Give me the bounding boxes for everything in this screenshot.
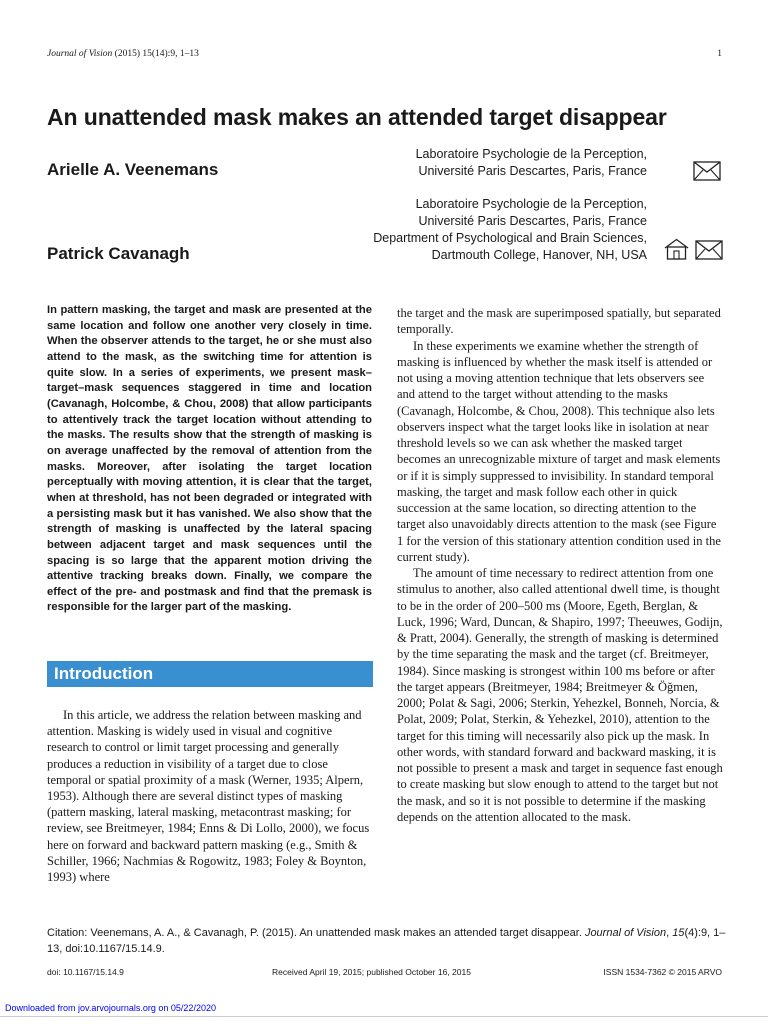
citation-journal: Journal of Vision [584, 927, 667, 939]
introduction-body [47, 707, 372, 885]
right-column [397, 305, 723, 825]
download-notice-text[interactable]: Downloaded from jov.arvojournals.org on 05/22/2020 [5, 1003, 216, 1013]
running-head [47, 49, 722, 63]
paragraph: The amount of time necessary to redirect attention from one stimulus to another, also called attentional dwell time, is thought to be in the order of 200–500 ms (Moore, Egeth, Berglan, & Luck, 1996; Ward, Duncan, & Shapiro, 1997; Theeuwes, Godijn, & Pratt, 2004). Generally, the strength of masking is determined by the time separating the mask and the target (cf. Breitmeyer, 1984). Since masking is strongest within 100 ms before or after the target appears (Breitmeyer, 1984; Breitmeyer & Öğmen, 2000; Polat & Sagi, 2006; Sterkin, Yehezkel, Bonneh, Norcia, & Polat, 2009; Polat, Sterkin, & Yehezkel, 2010), attention to the target for this timing will necessarily also pick up the mask. In other words, with standard forward and backward masking, it is not possible to present a mask and target in sequence fast enough to create masking but slow enough to attend to the target but not the mask, and so it is not possible to determine if the masking depends on the attention allocated to the mask. [397, 566, 723, 824]
article-title: An unattended mask makes an attended target disappear [47, 104, 667, 130]
journal-name: Journal of Vision [47, 49, 113, 59]
divider [0, 1016, 768, 1017]
footer-received: Received April 19, 2015; published October 16, 2015 [272, 967, 471, 977]
section-heading-introduction [47, 661, 373, 687]
paragraph-continuation: the target and the mask are superimposed spatially, but separated temporally. [397, 306, 721, 337]
email-icon[interactable] [695, 240, 723, 260]
footer-issn: ISSN 1534-7362 © 2015 ARVO [603, 967, 722, 977]
homepage-icon[interactable] [663, 238, 690, 260]
citation-volume: 15 [672, 927, 685, 939]
footer-doi: doi: 10.1167/15.14.9 [47, 967, 124, 977]
page-number: 1 [717, 49, 722, 59]
journal-volume: (2015) 15(14):9, 1–13 [112, 49, 199, 59]
section-heading-label: Introduction [54, 664, 154, 683]
citation-details: (4):9, 1–13, doi:10.1167/15.14.9. [47, 927, 726, 955]
email-icon[interactable] [693, 161, 721, 181]
author-affiliation [416, 146, 647, 180]
affiliation-line: Université Paris Descartes, Paris, France [418, 164, 647, 178]
paragraph: In this article, we address the relation between masking and attention. Masking is widely used in visual and cognitive research to control or limit target processing and generally produces a reduction in visibility of a target due to close temporal or spatial proximity of a mask (Werner, 1935; Alpern, 1953). Although there are several distinct types of masking (pattern masking, lateral masking, metacontrast masking; for review, see Breitmeyer, 1984; Enns & Di Lollo, 2000), we focus here on forward and backward pattern masking (e.g., Smith & Schiller, 1966; Nachmias & Rogowitz, 1983; Foley & Boynton, 1993) where [47, 708, 370, 885]
affiliation-line: Laboratoire Psychologie de la Perception, [415, 147, 647, 161]
affiliation-line: Laboratoire Psychologie de la Perception, [415, 197, 647, 211]
author-name: Arielle A. Veenemans [47, 160, 219, 179]
affiliation-line: Department of Psychological and Brain Sciences, [373, 231, 647, 245]
download-notice [0, 1003, 768, 1024]
abstract: In pattern masking, the target and mask are presented at the same location and follow one another very closely in time. When the observer attends to the target, he or she must also attend to the mask, as the switching time for attention is quite slow. In a series of experiments, we present mask–target–mask sequences staggered in time and location (Cavanagh, Holcombe, & Chou, 2008) that allow participants to attentively track the target location without attending to the masks. The results show that the strength of masking is on average unaffected by the removal of attention from the masks. Moreover, after isolating the target location perceptually with moving attention, it is clear that the target, when at threshold, has not been degraded or integrated with a persisting mask but it has vanished. We also show that the strength of masking is unaffected by the lateral spacing between adjacent target and mask sequences until the spacing is so large that the apparent motion driving the attentive tracking breaks down. Finally, we compare the effect of the pre- and postmask and find that the premask is responsible for the larger part of the masking. [47, 304, 372, 614]
page-footer [47, 967, 722, 981]
affiliation-line: Dartmouth College, Hanover, NH, USA [431, 248, 647, 262]
author-affiliation [373, 196, 647, 264]
journal-citation [47, 49, 199, 59]
paragraph: In these experiments we examine whether the strength of masking is influenced by whether the mask itself is attended or not using a moving attention technique that lets observers see and attend to the target without attending to the masks (Cavanagh, Holcombe, & Chou, 2008). This technique also lets observers inspect what the target looks like in isolation at near threshold levels so we can ask whether the masked target becomes an unrecognizable mixture of target and mask elements or if it is simply suppressed to invisibility. In standard temporal masking, the target and mask follow each other in quick succession at the same location, so directing attention to the target also unavoidably directs attention to the mask (see Figure 1 for the version of this stationary attention condition used in the current study). [397, 338, 721, 564]
citation-text: Citation: Veenemans, A. A., & Cavanagh, P. (2015). An unattended mask makes an attended target disappear. [47, 927, 585, 939]
author-name: Patrick Cavanagh [47, 244, 190, 263]
citation: Citation: Veenemans, A. A., & Cavanagh, P. (2015). An unattended mask makes an attended target disappear. Journal of Vision, 15(4):9, 1–13, doi:10.1167/15.14.9. [47, 927, 726, 955]
affiliation-line: Université Paris Descartes, Paris, France [418, 214, 647, 228]
